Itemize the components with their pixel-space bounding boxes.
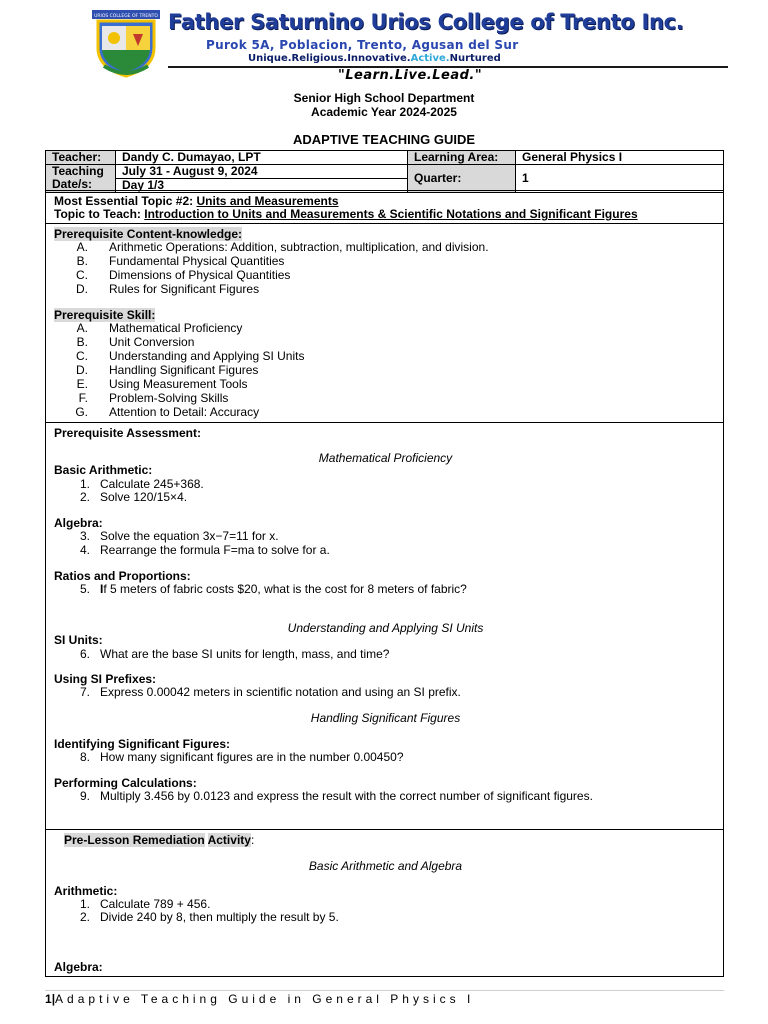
- question-4: Rearrange the formula F=ma to solve for a.: [100, 543, 330, 557]
- question-2: Solve 120/15×4.: [100, 490, 188, 504]
- teach-label: Topic to Teach:: [54, 207, 145, 221]
- most-essential-topic: [54, 194, 339, 208]
- page-title: ADAPTIVE TEACHING GUIDE: [292, 132, 475, 147]
- si-units-heading: SI Units:: [54, 633, 103, 647]
- college-name: Father Saturnino Urios College of Trento Inc.: [168, 10, 684, 34]
- footer-separator: |: [51, 992, 56, 1006]
- question-6: What are the base SI units for length, mass, and time?: [100, 647, 390, 661]
- remediation-item-2: Divide 240 by 8, then multiply the result by 5.: [100, 910, 339, 924]
- teach-value: Introduction to Units and Measurements & Scientific Notations and Significant Figures: [144, 207, 638, 221]
- prereq-skill-heading: Prerequisite Skill:: [54, 308, 156, 322]
- value-unique: Unique.: [248, 53, 292, 64]
- learning-area-value: General Physics I: [516, 151, 724, 165]
- assessment-box: [45, 422, 724, 830]
- teaching-dates-label: [46, 165, 116, 193]
- r-number: 1.: [79, 897, 90, 911]
- identifying-sig-heading: Identifying Significant Figures:: [54, 737, 231, 751]
- remediation-box: [45, 829, 724, 977]
- college-address: Purok 5A, Poblacion, Trento, Agusan del Sur: [206, 38, 519, 52]
- basic-arithmetic-heading: Basic Arithmetic:: [54, 463, 153, 477]
- q-number: 1.: [79, 477, 90, 491]
- question-5: [100, 582, 467, 596]
- met-label: Most Essential Topic #2:: [54, 194, 197, 208]
- teacher-label: Teacher:: [46, 151, 116, 165]
- value-innovative: Innovative.: [347, 53, 411, 64]
- q-number: 4.: [79, 543, 90, 557]
- q-number: 9.: [79, 789, 90, 803]
- academic-year: Academic Year 2024-2025: [311, 105, 457, 119]
- remediation-heading-b: Activity: [207, 833, 251, 847]
- question-3: Solve the equation 3x−7=11 for x.: [100, 529, 279, 543]
- question-8: How many significant figures are in the number 0.00450?: [100, 750, 404, 764]
- teaching-dates-value: July 31 - August 9, 2024: [116, 165, 408, 179]
- si-prefixes-heading: Using SI Prefixes:: [54, 672, 157, 686]
- q-number: 2.: [79, 490, 90, 504]
- prereq-skill-marker: C.: [76, 349, 88, 363]
- remediation-algebra-heading: Algebra:: [54, 960, 103, 974]
- seal-text: URIOS COLLEGE OF TRENTO: [94, 14, 158, 19]
- quarter-value: 1: [516, 165, 724, 193]
- question-7: Express 0.00042 meters in scientific notation and using an SI prefix.: [100, 685, 461, 699]
- college-values: [248, 53, 501, 64]
- prerequisites-box: [45, 223, 724, 423]
- prereq-skill-marker: G.: [75, 405, 88, 419]
- prereq-skill-item: Handling Significant Figures: [109, 363, 259, 377]
- ratios-heading: Ratios and Proportions:: [54, 569, 191, 583]
- question-1: Calculate 245+368.: [100, 477, 204, 491]
- teaching-label-line2: Date/s:: [52, 177, 93, 191]
- value-nurtured: Nurtured: [449, 53, 501, 64]
- prereq-content-item: Rules for Significant Figures: [109, 282, 260, 296]
- value-active: Active.: [410, 53, 450, 64]
- q5-initial: I: [100, 582, 104, 596]
- prereq-content-marker: B.: [76, 254, 88, 268]
- quarter-label: Quarter:: [408, 165, 516, 193]
- college-slogan: "Learn.Live.Lead.": [338, 68, 483, 83]
- prereq-content-marker: D.: [76, 282, 88, 296]
- prereq-skill-marker: D.: [76, 363, 88, 377]
- teacher-value: Dandy C. Dumayao, LPT: [116, 151, 408, 165]
- remediation-colon: :: [250, 833, 255, 847]
- q-number: 3.: [79, 529, 90, 543]
- remediation-arithmetic-heading: Arithmetic:: [54, 884, 118, 898]
- school-seal-icon: [88, 8, 164, 80]
- letterhead: [88, 8, 728, 90]
- learning-area-label: Learning Area:: [408, 151, 516, 165]
- footer-text: Adaptive Teaching Guide in General Physics I: [55, 992, 475, 1006]
- topic-box: [45, 190, 724, 224]
- value-religious: Religious.: [291, 53, 348, 64]
- page-footer: [45, 992, 474, 1006]
- performing-calc-heading: Performing Calculations:: [54, 776, 197, 790]
- section-significant-figures: Handling Significant Figures: [310, 711, 461, 725]
- prereq-skill-item: Mathematical Proficiency: [109, 321, 243, 335]
- prereq-skill-item: Problem-Solving Skills: [109, 391, 229, 405]
- prereq-content-item: Fundamental Physical Quantities: [109, 254, 285, 268]
- prereq-skill-marker: B.: [76, 335, 88, 349]
- prereq-content-item: Dimensions of Physical Quantities: [109, 268, 291, 282]
- remediation-heading-a: Pre-Lesson Remediation: [64, 833, 205, 847]
- prereq-skill-marker: E.: [76, 377, 88, 391]
- q-number: 7.: [79, 685, 90, 699]
- prereq-skill-item: Using Measurement Tools: [109, 377, 248, 391]
- prereq-content-marker: C.: [76, 268, 88, 282]
- prereq-skill-item: Understanding and Applying SI Units: [109, 349, 305, 363]
- met-value: Units and Measurements: [196, 194, 339, 208]
- prereq-skill-item: Attention to Detail: Accuracy: [109, 405, 260, 419]
- q-number: 6.: [79, 647, 90, 661]
- section-si-units: Understanding and Applying SI Units: [287, 621, 484, 635]
- prereq-content-marker: A.: [76, 240, 88, 254]
- page-number: 1: [45, 992, 52, 1006]
- teaching-label-line1: Teaching: [52, 164, 104, 178]
- prereq-content-heading: Prerequisite Content-knowledge:: [54, 227, 243, 241]
- assessment-heading: Prerequisite Assessment:: [54, 426, 201, 440]
- q-number: 5.: [79, 582, 90, 596]
- question-9: Multiply 3.456 by 0.0123 and express the result with the correct number of significant figures.: [100, 789, 593, 803]
- prereq-skill-item: Unit Conversion: [109, 335, 195, 349]
- q-number: 8.: [79, 750, 90, 764]
- info-table: [45, 150, 724, 193]
- section-basic-arithmetic-algebra: Basic Arithmetic and Algebra: [308, 859, 463, 873]
- prereq-content-item: Arithmetic Operations: Addition, subtraction, multiplication, and division.: [109, 240, 489, 254]
- r-number: 2.: [79, 910, 90, 924]
- topic-to-teach: [54, 207, 638, 221]
- q5-text: f 5 meters of fabric costs $20, what is the cost for 8 meters of fabric?: [103, 582, 467, 596]
- section-math-proficiency: Mathematical Proficiency: [318, 451, 453, 465]
- department-name: Senior High School Department: [293, 91, 475, 105]
- prereq-skill-marker: F.: [78, 391, 88, 405]
- prereq-skill-marker: A.: [76, 321, 88, 335]
- footer-divider: [45, 990, 724, 991]
- remediation-item-1: Calculate 789 + 456.: [100, 897, 211, 911]
- remediation-heading: [64, 833, 254, 847]
- algebra-heading: Algebra:: [54, 516, 103, 530]
- day-value: Day 1/3: [116, 179, 408, 193]
